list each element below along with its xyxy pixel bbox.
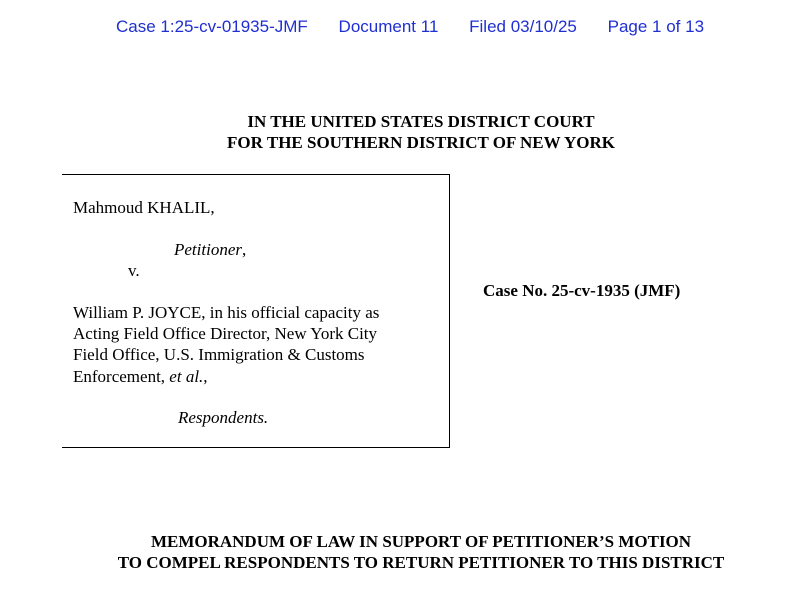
ecf-page-count: Page 1 of 13 xyxy=(607,17,705,36)
case-number: Case No. 25-cv-1935 (JMF) xyxy=(483,281,681,300)
court-title-line-1: IN THE UNITED STATES DISTRICT COURT xyxy=(247,112,595,131)
ecf-document-number: Document 11 xyxy=(338,17,439,36)
petitioner-role xyxy=(174,239,246,260)
ecf-filing-header xyxy=(116,17,704,37)
et-al-label: et al. xyxy=(169,367,204,386)
document-title-line-1: MEMORANDUM OF LAW IN SUPPORT OF PETITIONER’S MOTION xyxy=(150,532,692,551)
respondent-line-4-comma: , xyxy=(203,367,208,386)
respondent-line-2: Acting Field Office Director, New York City xyxy=(73,324,378,343)
respondents-role: Respondents. xyxy=(178,408,269,427)
respondent-line-1: William P. JOYCE, in his official capacity as xyxy=(73,303,380,322)
document-title-line-2: TO COMPEL RESPONDENTS TO RETURN PETITIONER TO THIS DISTRICT xyxy=(117,553,725,572)
respondent-line-3: Field Office, U.S. Immigration & Customs xyxy=(73,345,365,364)
petitioner-role-comma: , xyxy=(241,240,247,259)
respondent-line-4-prefix: Enforcement, xyxy=(73,367,170,386)
respondent-line-4 xyxy=(73,366,208,387)
petitioner-role-label: Petitioner xyxy=(174,240,242,259)
court-title xyxy=(0,111,804,153)
ecf-case-number: Case 1:25-cv-01935-JMF xyxy=(116,17,308,36)
ecf-filed-date: Filed 03/10/25 xyxy=(469,17,577,36)
court-title-line-2: FOR THE SOUTHERN DISTRICT OF NEW YORK xyxy=(227,133,615,152)
versus-label: v. xyxy=(128,261,140,280)
petitioner-name: Mahmoud KHALIL, xyxy=(73,198,215,217)
document-title xyxy=(0,531,804,573)
